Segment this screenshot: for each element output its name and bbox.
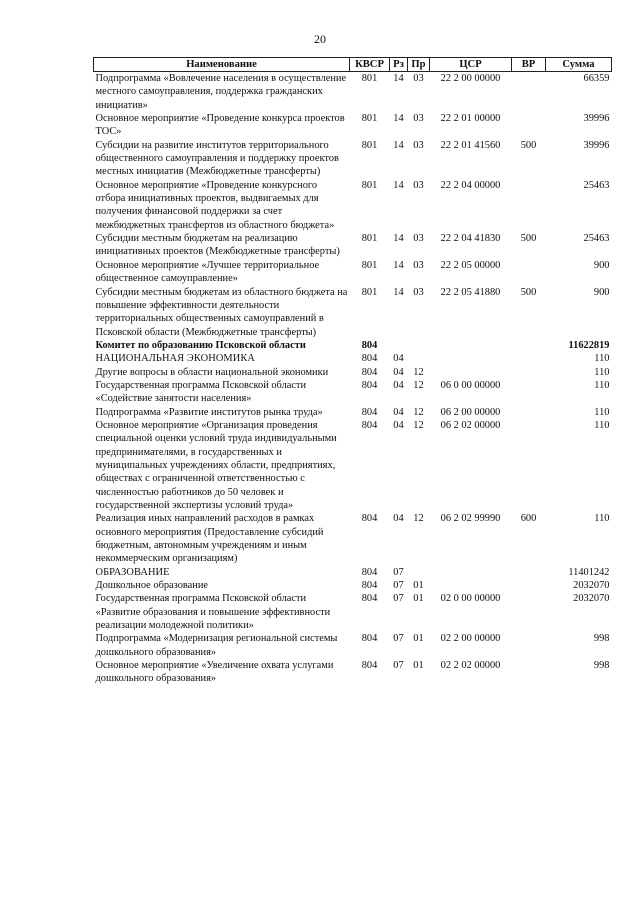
- header-row: [94, 58, 612, 72]
- cell-pr: 03: [413, 113, 424, 125]
- cell-kvsr: 801: [361, 179, 378, 191]
- table-row: [94, 232, 612, 259]
- cell-csr: [430, 566, 512, 579]
- cell-sum: 110: [594, 513, 610, 525]
- cell-kvsr: 804: [361, 353, 378, 365]
- cell-name: Основное мероприятие «Организация проведения специальной оценки условий труда индивидуальными предпринимателями, в государственных и муниципальных учреждениях области, предприятиях, обществах с ограниченной ответственностью с численностью работников до 50 человек и государственной экспертизы условий труда»: [95, 419, 337, 511]
- cell-rz: 04: [393, 406, 404, 418]
- cell-csr: 06 2 02 00000: [440, 419, 501, 431]
- cell-name: Другие вопросы в области национальной экономики: [95, 366, 329, 378]
- table-row: [94, 72, 612, 113]
- cell-name: Основное мероприятие «Лучшее территориальное общественное самоуправление»: [95, 259, 320, 285]
- cell-csr: 02 0 00 00000: [440, 593, 501, 605]
- header-csr: ЦСР: [430, 58, 512, 72]
- cell-sum: 110: [594, 366, 610, 378]
- cell-name: Основное мероприятие «Проведение конкурсного отбора инициативных проектов, выдвигаемых для получения финансовой поддержки за счет межбюджетных трансфертов из областного бюджета»: [95, 179, 335, 231]
- cell-vr: 500: [520, 286, 537, 298]
- cell-name: Субсидии местным бюджетам из областного бюджета на повышение эффективности деятельности территориальных общественных самоуправлений в Псковской области (Межбюджетные трансферты): [95, 286, 348, 338]
- cell-name: ОБРАЗОВАНИЕ: [95, 566, 170, 578]
- cell-rz: 07: [393, 660, 404, 672]
- cell-sum: 25463: [583, 233, 610, 245]
- cell-rz: 14: [393, 179, 404, 191]
- cell-sum: 110: [594, 406, 610, 418]
- cell-sum: 900: [593, 286, 610, 298]
- cell-sum: 110: [594, 419, 610, 431]
- cell-vr: [512, 112, 546, 139]
- cell-rz: 04: [393, 513, 404, 525]
- cell-kvsr: 804: [361, 580, 378, 592]
- cell-kvsr: 801: [361, 233, 378, 245]
- cell-kvsr: 801: [361, 113, 378, 125]
- cell-sum: 2032070: [573, 593, 610, 605]
- cell-sum: 2032070: [573, 580, 610, 592]
- table-row: [94, 139, 612, 179]
- cell-pr: 01: [413, 580, 424, 592]
- cell-kvsr: 804: [361, 339, 378, 351]
- cell-csr: 22 2 05 00000: [440, 259, 501, 271]
- cell-kvsr: 801: [361, 139, 378, 151]
- cell-name: Подпрограмма «Модернизация региональной системы дошкольного образования»: [95, 633, 338, 658]
- cell-csr: 22 2 00 00000: [440, 73, 501, 84]
- cell-vr: [512, 419, 546, 512]
- cell-csr: 22 2 04 00000: [440, 179, 501, 191]
- cell-name: Государственная программа Псковской области «Содействие занятости населения»: [95, 379, 307, 405]
- cell-vr: [512, 339, 546, 352]
- table-row: [94, 339, 612, 352]
- cell-kvsr: 804: [361, 566, 378, 578]
- cell-sum: 66359: [583, 73, 610, 84]
- cell-vr: [512, 406, 546, 419]
- table-row: [94, 366, 612, 379]
- cell-kvsr: 804: [361, 660, 378, 672]
- table-row: [94, 566, 612, 579]
- cell-name: Комитет по образованию Псковской области: [95, 339, 306, 351]
- cell-kvsr: 804: [361, 419, 378, 431]
- cell-sum: 39996: [583, 113, 610, 125]
- cell-sum: 25463: [583, 179, 610, 191]
- cell-csr: 06 2 02 99990: [440, 513, 501, 525]
- cell-kvsr: 804: [361, 633, 378, 645]
- cell-name: НАЦИОНАЛЬНАЯ ЭКОНОМИКА: [95, 353, 255, 365]
- cell-pr: 12: [413, 419, 424, 431]
- cell-pr: 03: [413, 233, 424, 245]
- cell-pr: 03: [413, 259, 424, 271]
- cell-csr: 06 2 00 00000: [440, 406, 501, 418]
- page-number: 20: [314, 32, 326, 46]
- cell-csr: 06 0 00 00000: [440, 379, 501, 391]
- cell-pr: 12: [413, 406, 424, 418]
- cell-sum: 998: [593, 633, 610, 645]
- cell-rz: [390, 339, 408, 352]
- table-row: [94, 512, 612, 565]
- cell-pr: [408, 566, 430, 579]
- cell-name: Дошкольное образование: [95, 580, 209, 592]
- budget-table: [93, 57, 612, 686]
- cell-csr: 22 2 04 41830: [440, 233, 501, 245]
- cell-rz: 04: [393, 366, 404, 378]
- cell-name: Подпрограмма «Развитие институтов рынка труда»: [95, 406, 323, 418]
- cell-name: Реализация иных направлений расходов в рамках основного мероприятия (Предоставление субсидий бюджетным, автономным учреждениям и иным некоммерческим организациям): [95, 513, 324, 565]
- cell-vr: 600: [520, 513, 537, 525]
- cell-rz: 04: [393, 353, 404, 365]
- cell-kvsr: 801: [361, 259, 378, 271]
- header-rz: Рз: [390, 58, 408, 72]
- cell-sum: 110: [594, 379, 610, 391]
- table-row: [94, 579, 612, 592]
- cell-csr: 02 2 02 00000: [440, 660, 501, 672]
- cell-csr: 02 2 00 00000: [440, 633, 501, 645]
- cell-pr: 01: [413, 660, 424, 672]
- cell-rz: 14: [393, 139, 404, 151]
- cell-vr: [512, 566, 546, 579]
- cell-kvsr: 804: [361, 406, 378, 418]
- cell-rz: 07: [393, 580, 404, 592]
- cell-csr: [430, 579, 512, 592]
- cell-vr: [512, 179, 546, 232]
- cell-vr: [512, 579, 546, 592]
- cell-pr: 12: [413, 379, 424, 391]
- cell-sum: 110: [594, 353, 610, 365]
- cell-pr: 03: [413, 179, 424, 191]
- header-vr: ВР: [512, 58, 546, 72]
- cell-rz: 07: [393, 593, 404, 605]
- cell-vr: [512, 366, 546, 379]
- cell-kvsr: 801: [361, 286, 378, 298]
- cell-kvsr: 801: [361, 73, 378, 84]
- cell-rz: 07: [393, 633, 404, 645]
- cell-name: Государственная программа Псковской области «Развитие образования и повышение эффективности реализации молодежной политики»: [95, 593, 331, 632]
- cell-sum: 998: [593, 660, 610, 672]
- cell-vr: 500: [520, 139, 537, 151]
- cell-pr: 12: [413, 513, 424, 525]
- cell-csr: 22 2 01 41560: [440, 139, 501, 151]
- cell-vr: [512, 259, 546, 286]
- cell-rz: 14: [393, 259, 404, 271]
- cell-pr: [408, 339, 430, 352]
- cell-pr: 03: [413, 139, 424, 151]
- cell-rz: 04: [393, 419, 404, 431]
- table-row: [94, 419, 612, 512]
- table-row: [94, 406, 612, 419]
- cell-csr: [430, 339, 512, 352]
- cell-csr: [430, 366, 512, 379]
- cell-kvsr: 804: [361, 366, 378, 378]
- header-name: Наименование: [94, 58, 350, 72]
- cell-kvsr: 804: [361, 379, 378, 391]
- cell-sum: 11622819: [568, 339, 610, 351]
- cell-kvsr: 804: [361, 593, 378, 605]
- cell-name: Основное мероприятие «Проведение конкурса проектов ТОС»: [95, 113, 345, 138]
- cell-rz: 14: [393, 73, 404, 84]
- table-row: [94, 112, 612, 139]
- cell-pr: [408, 352, 430, 365]
- cell-vr: [512, 592, 546, 632]
- table-row: [94, 379, 612, 406]
- cell-pr: 03: [413, 73, 424, 84]
- cell-vr: 500: [520, 233, 537, 245]
- cell-pr: 01: [413, 633, 424, 645]
- cell-rz: 04: [393, 379, 404, 391]
- table-row: [94, 286, 612, 339]
- table-row: [94, 592, 612, 632]
- cell-csr: 22 2 01 00000: [440, 113, 501, 125]
- cell-sum: 900: [593, 259, 610, 271]
- cell-sum: 39996: [583, 139, 610, 151]
- cell-vr: [512, 632, 546, 659]
- table-row: [94, 259, 612, 286]
- table-row: [94, 659, 612, 686]
- table-row: [94, 352, 612, 365]
- cell-pr: 12: [413, 366, 424, 378]
- cell-name: Субсидии местным бюджетам на реализацию инициативных проектов (Межбюджетные трансферты): [95, 233, 340, 258]
- cell-name: Основное мероприятие «Увеличение охвата услугами дошкольного образования»: [95, 660, 334, 685]
- cell-name: Субсидии на развитие институтов территориального общественного самоуправления и поддержку проектов местных инициатив (Межбюджетные трансферты): [95, 139, 339, 178]
- cell-kvsr: 804: [361, 513, 378, 525]
- cell-vr: [512, 379, 546, 406]
- table-row: [94, 179, 612, 232]
- cell-rz: 14: [393, 233, 404, 245]
- table-row: [94, 632, 612, 659]
- cell-vr: [512, 352, 546, 365]
- cell-sum: 11401242: [568, 566, 610, 578]
- cell-name: Подпрограмма «Вовлечение населения в осуществление местного самоуправления, поддержка гражданских инициатив»: [95, 73, 347, 111]
- header-pr: Пр: [408, 58, 430, 72]
- cell-rz: 14: [393, 113, 404, 125]
- cell-pr: 03: [413, 286, 424, 298]
- header-kvsr: КВСР: [350, 58, 390, 72]
- header-sum: Сумма: [546, 58, 612, 72]
- cell-rz: 14: [393, 286, 404, 298]
- cell-csr: [430, 352, 512, 365]
- cell-rz: 07: [393, 566, 404, 578]
- cell-csr: 22 2 05 41880: [440, 286, 501, 298]
- cell-vr: [512, 659, 546, 686]
- cell-pr: 01: [413, 593, 424, 605]
- cell-vr: [512, 72, 546, 113]
